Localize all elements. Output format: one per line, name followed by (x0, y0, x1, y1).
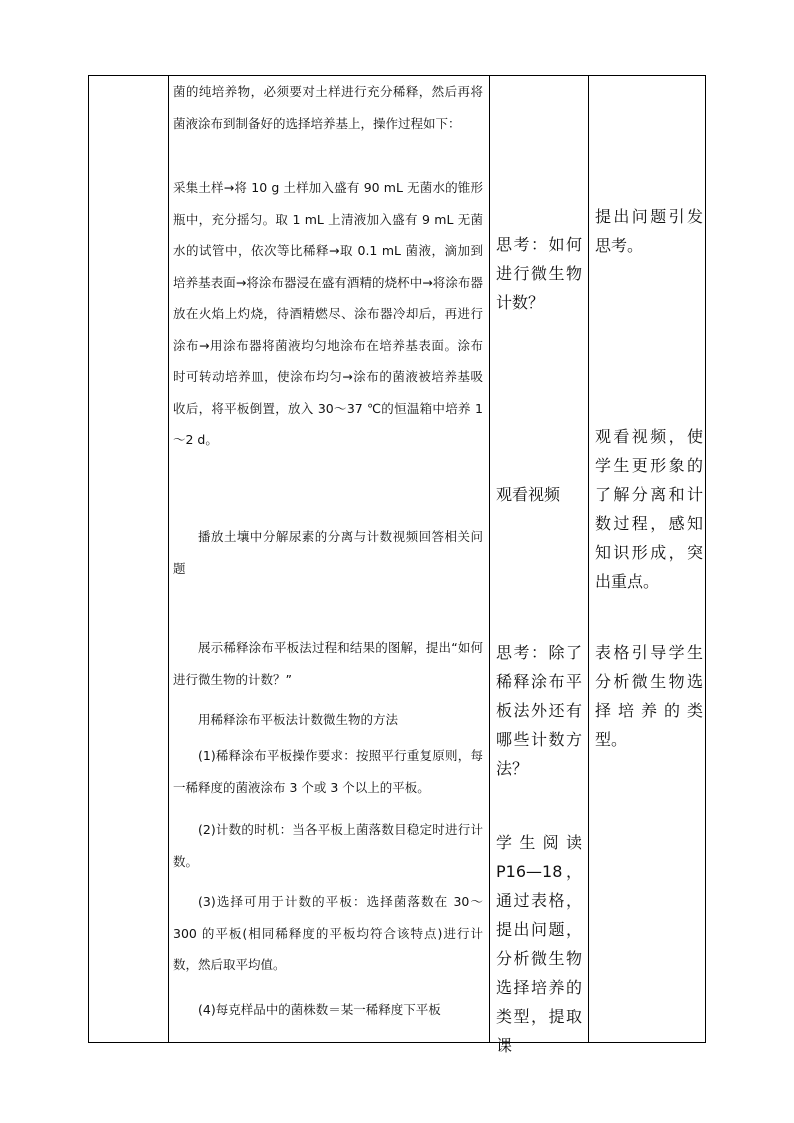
paragraph-step-4: (4)每克样品中的菌株数＝某一稀释度下平板 (198, 1002, 441, 1017)
paragraph-step-1: (1)稀释涂布平板操作要求：按照平行重复原则，每一稀释度的菌液涂布 3 个或 3 个以上的平板。 (173, 748, 483, 795)
intent-raise-question: 提出问题引发思考。 (595, 207, 703, 255)
paragraph-method-title: 用稀释涂布平板法计数微生物的方法 (198, 712, 399, 727)
paragraph-procedure: 采集土样→将 10 g 土样加入盛有 90 mL 无菌水的锥形瓶中，充分摇匀。取 1 mL 上清液加入盛有 9 mL 无菌水的试管中，依次等比稀释→取 0.1 mL 菌液，滴加到培养基表面→将涂布器浸在盛有酒精的烧杯中→将涂布器放在火焰上灼烧，待酒精燃尽、涂布器冷却后，再进行涂布→用涂布器将菌液均匀地涂布在培养基表面。涂布时可转动培养皿，使涂布均匀→涂布的菌液被培养基吸收后，将平板倒置，放入 30～37 ℃的恒温箱中培养 1～2 d。 (173, 180, 483, 447)
paragraph-step-2: (2)计数的时机：当各平板上菌落数目稳定时进行计数。 (173, 822, 483, 869)
activity-read: 学生阅读P16—18，通过表格，提出问题，分析微生物选择培养的类型，提取课 (496, 833, 582, 1055)
paragraph-intro: 菌的纯培养物，必须要对土样进行充分稀释，然后再将菌液涂布到制备好的选择培养基上，操作过程如下： (173, 84, 483, 131)
paragraph-step-3: (3)选择可用于计数的平板：选择菌落数在 30～300 的平板(相同稀释度的平板均符合该特点)进行计数，然后取平均值。 (173, 894, 483, 972)
activity-watch-video: 观看视频 (496, 485, 561, 504)
intent-watch-video: 观看视频，使学生更形象的了解分离和计数过程，感知知识形成，突出重点。 (595, 427, 703, 591)
design-intent-cell (589, 76, 707, 1042)
activity-think-methods: 思考：除了稀释涂布平板法外还有哪些计数方法？ (496, 643, 582, 778)
intent-table-guide: 表格引导学生分析微生物选择培养的类型。 (595, 643, 703, 749)
paragraph-video: 播放土壤中分解尿素的分离与计数视频回答相关问题 (173, 529, 483, 576)
teaching-process-cell (169, 76, 487, 1042)
lesson-table (88, 75, 706, 1055)
student-activity-cell (490, 76, 586, 1055)
activity-think-count: 思考：如何进行微生物计数？ (496, 235, 582, 312)
paragraph-diagram: 展示稀释涂布平板法过程和结果的图解，提出“如何进行微生物的计数？” (173, 640, 483, 687)
